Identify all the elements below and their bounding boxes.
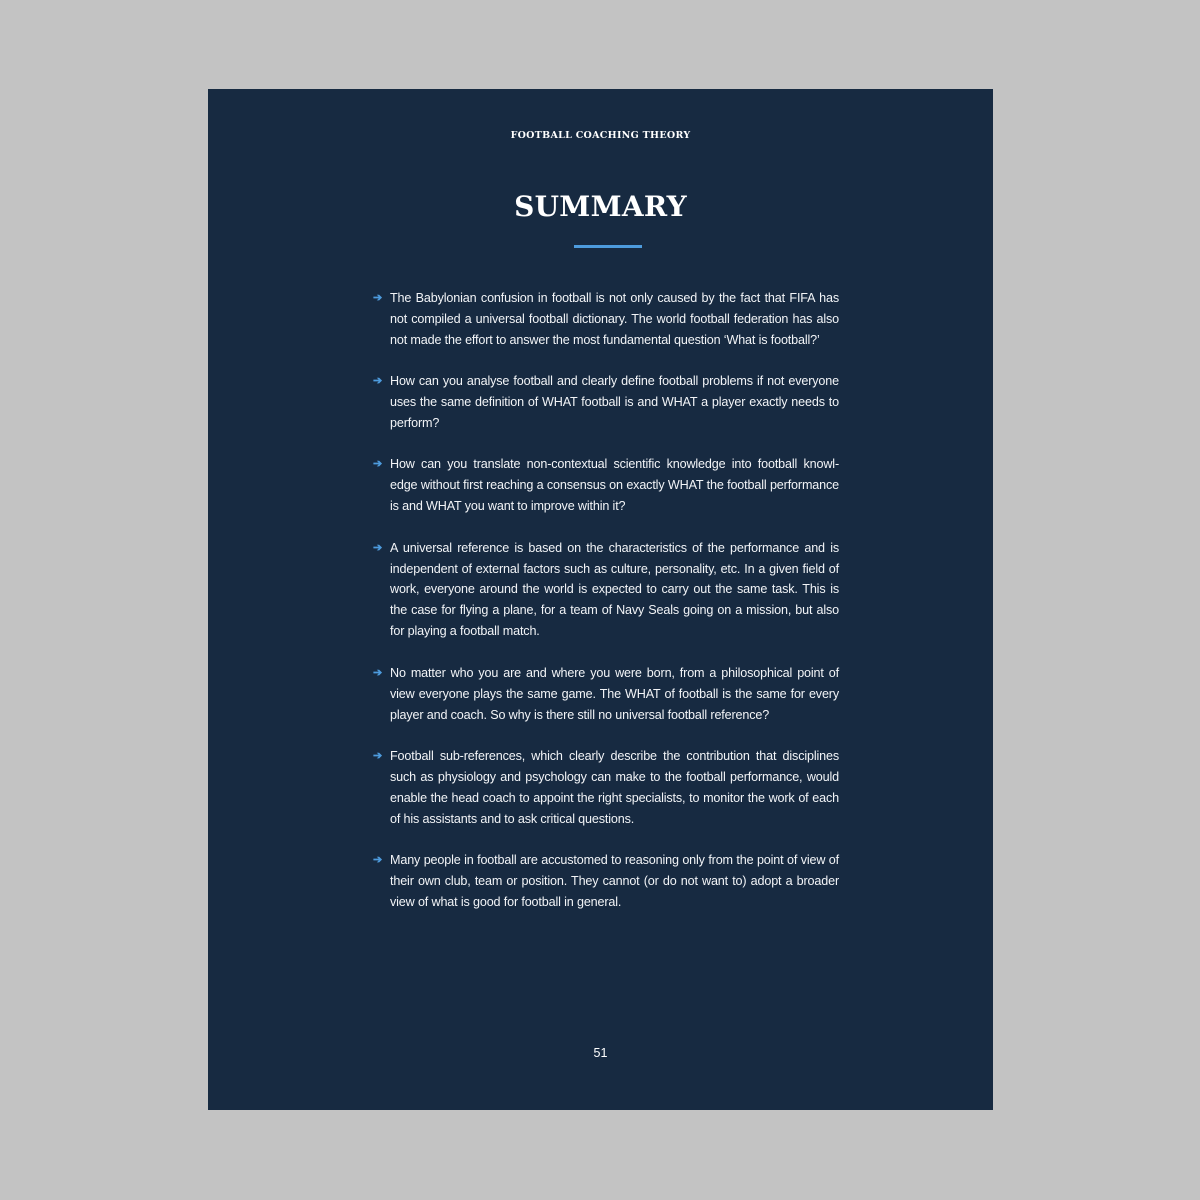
summary-item xyxy=(373,538,839,643)
summary-item xyxy=(373,746,839,830)
running-header: FOOTBALL COACHING THEORY xyxy=(510,130,691,141)
summary-item-text: The Babylonian confusion in football is not only caused by the fact that FIFA has not compiled a universal football dictionary. The world football federation has also not made the effort to answer the most fundamental question ‘What is football?’ xyxy=(390,291,839,347)
page-title: SUMMARY xyxy=(514,190,687,223)
title-underline xyxy=(574,245,642,248)
summary-item xyxy=(373,371,839,434)
summary-item xyxy=(373,850,839,913)
summary-item xyxy=(373,663,839,726)
summary-item xyxy=(373,288,839,351)
summary-item-text: Many people in football are accustomed to reasoning only from the point of view of their own club, team or position. They cannot (or do not want to) adopt a broader view of what is good for football in general. xyxy=(390,853,839,909)
arrow-right-icon: ➔ xyxy=(373,541,383,554)
summary-list xyxy=(373,288,839,933)
book-page xyxy=(208,89,993,1110)
arrow-right-icon: ➔ xyxy=(373,292,383,304)
arrow-right-icon: ➔ xyxy=(373,458,383,471)
summary-item-text: No matter who you are and where you were born, from a philosophical point of view everyone plays the same game. The WHAT of football is the same for every player and coach. So why is there still no universal football reference? xyxy=(390,665,839,722)
summary-item-text: How can you analyse football and clearly define football problems if not everyone uses the same definition of WHAT football is and WHAT a player exactly needs to perform? xyxy=(390,374,839,431)
summary-item-text: How can you translate non-contextual scientific knowledge into football knowl-edge without first reaching a consensus on exactly WHAT the football performance is and WHAT you want to improve within it? xyxy=(390,457,839,514)
arrow-right-icon: ➔ xyxy=(373,375,383,388)
summary-item-text: Football sub-references, which clearly describe the contribution that disciplines such as physiology and psychology can make to the football performance, would enable the head coach to appoint the right specialists, to monitor the work of each of his assistants and to ask critical questions. xyxy=(390,748,839,826)
summary-item-text: A universal reference is based on the characteristics of the performance and is independent of external factors such as culture, personality, etc. In a given field of work, everyone around the world is expected to carry out the same task. This is the case for flying a plane, for a team of Navy Seals going on a mission, but also for playing a football match. xyxy=(390,540,839,639)
arrow-right-icon: ➔ xyxy=(373,749,383,762)
page-number: 51 xyxy=(593,1046,608,1060)
arrow-right-icon: ➔ xyxy=(373,854,383,867)
arrow-right-icon: ➔ xyxy=(373,666,383,679)
summary-item xyxy=(373,454,839,517)
